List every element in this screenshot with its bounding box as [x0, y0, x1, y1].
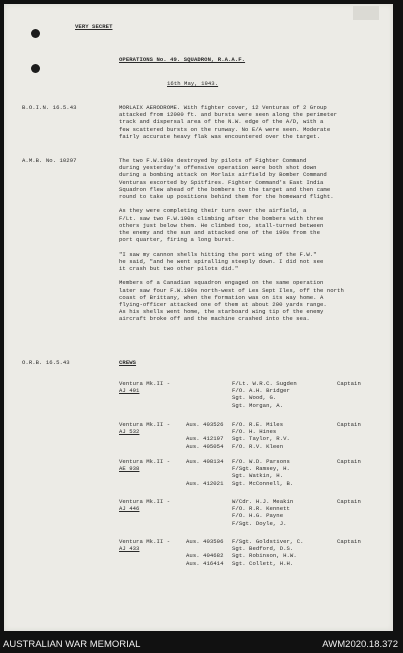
captain-label: Captain [337, 380, 361, 387]
service-number: Aus. 403506 [186, 538, 224, 545]
crew-member-name: Sgt. Morgan, A. [232, 401, 284, 409]
punch-hole [31, 29, 40, 38]
entry-text-line: during a bombing attack on Morlaix airfield by Bomber Command [119, 171, 327, 179]
document-heading: OPERATIONS No. 49. SQUADRON, R.A.A.F. [119, 56, 246, 63]
entry-text-line: attacked from 12000 ft. and bursts were seen along the perimeter [119, 111, 338, 119]
entry-text-line: flying-officer attacked one of them at about 200 yards range. [119, 301, 327, 308]
crews-heading: CREWS [119, 359, 137, 366]
entry-text-line: MORLAIX AERODROME. With fighter cover, 12 Venturas of 2 Group [119, 104, 327, 111]
aircraft-type: Ventura Mk.II - [119, 380, 171, 387]
archive-name: AUSTRALIAN WAR MEMORIAL [3, 639, 141, 650]
aircraft-type: Ventura Mk.II - [119, 421, 171, 428]
aircraft-serial: AJ 491 [119, 387, 140, 395]
document-page [4, 4, 393, 631]
crews-reference: O.R.B. 16.5.43 [22, 359, 70, 366]
aircraft-serial: AE 938 [119, 465, 140, 473]
service-number: Aus. 404682 [186, 552, 224, 560]
entry-text-line: port quarter, firing a long burst. [119, 236, 235, 244]
crew-member-name: F/O. R.E. Miles [232, 421, 284, 428]
entry-text-line: Members of a Canadian squadron engaged on the same operation [119, 279, 324, 287]
entry-text-line: F/Lt. saw two F.W.190s climbing after the bombers with three [119, 214, 324, 222]
service-number: Aus. 412197 [186, 435, 224, 443]
entry-text-line: fairly accurate heavy flak was encountered over the target. [119, 132, 321, 140]
document-date: 16th May, 1943. [167, 80, 219, 87]
crew-member-name: Sgt. Collett, H.H. [232, 559, 294, 567]
crew-member-name: F/Sgt. Goldstiver, C. [232, 538, 304, 545]
entry-text-line: few scattered bursts on the runway. No E/A were seen. Moderate [119, 125, 331, 133]
entry-text-line: he said, "and he went spiralling steeply down. I did not see [119, 257, 324, 265]
aircraft-type: Ventura Mk.II - [119, 538, 171, 545]
aircraft-type: Ventura Mk.II - [119, 498, 171, 505]
entry-text-line: during yesterday's offensive operation were both shot down [119, 164, 317, 172]
entry-text-line: the enemy and the sun and attacked one of the 190s from the [119, 229, 321, 236]
crew-member-name: F/O. H.G. Payne [232, 512, 284, 520]
service-number: Aus. 408134 [186, 458, 224, 465]
aircraft-serial: AJ 446 [119, 505, 140, 513]
paper-stain [353, 6, 379, 20]
service-number: Aus. 416414 [186, 559, 224, 567]
entry-text-line: others just below them. He climbed too, stall-turned between [119, 221, 324, 229]
service-number: Aus. 403526 [186, 421, 224, 428]
entry-text-line: coast of Brittany, when the formation was on its way home. A [119, 293, 324, 301]
crew-member-name: F/O. R.R. Kennett [232, 505, 290, 513]
crew-member-name: Sgt. Watkin, H. [232, 472, 284, 480]
entry-reference: A.M.B. No. 10297 [22, 157, 77, 164]
crew-member-name: F/O. A.H. Bridger [232, 387, 290, 395]
entry-text-line: it crash but two other pilots did." [119, 265, 239, 272]
crew-member-name: F/O. H. Hines [232, 428, 277, 436]
captain-label: Captain [337, 458, 361, 465]
crew-member-name: F/O. R.V. Kleen [232, 442, 284, 450]
crew-member-name: Sgt. McConnell, B. [232, 479, 294, 487]
service-number: Aus. 405054 [186, 442, 224, 450]
entry-text-line: aircraft broke off and the machine crashed into the sea. [119, 315, 310, 323]
captain-label: Captain [337, 538, 361, 545]
captain-label: Captain [337, 421, 361, 428]
crew-member-name: Sgt. Wood, G. [232, 394, 277, 402]
captain-label: Captain [337, 498, 361, 505]
crew-member-name: F/Sgt. Ramsey, H. [232, 465, 290, 473]
entry-text-line: later saw four F.W.190s north-west of Les Sept Iles, off the north [119, 286, 344, 294]
archive-reference: AWM2020.18.372 [322, 639, 398, 650]
entry-text-line: Venturas escorted by Spitfires. Fighter Command's East India [119, 178, 324, 186]
entry-text-line: "I saw my cannon shells hitting the port wing of the F.W." [119, 250, 317, 258]
entry-reference: B.O.I.N. 16.5.43 [22, 104, 77, 111]
crew-member-name: F/Sgt. Doyle, J. [232, 519, 287, 527]
aircraft-type: Ventura Mk.II - [119, 458, 171, 465]
crew-member-name: Sgt. Robinson, H.W. [232, 552, 297, 560]
classification-label: VERY SECRET [75, 23, 113, 30]
service-number: Aus. 412021 [186, 479, 224, 487]
entry-text-line: round to take up positions behind them for the homeward flight. [119, 193, 334, 200]
punch-hole [31, 64, 40, 73]
crew-member-name: Sgt. Taylor, R.V. [232, 435, 290, 443]
crew-member-name: Sgt. Bedford, D.S. [232, 545, 294, 553]
entry-text-line: track and dispersal area of the N.W. edge of the A/D, with a [119, 118, 324, 126]
crew-member-name: F/Lt. W.R.C. Sugden [232, 380, 297, 387]
crew-member-name: F/O. W.D. Parsons [232, 458, 290, 465]
aircraft-serial: AJ 532 [119, 428, 140, 436]
entry-text-line: As they were completing their turn over the airfield, a [119, 207, 307, 215]
entry-text-line: Squadron flew ahead of the bombers to the target and then came [119, 185, 331, 193]
entry-text-line: As his shells went home, the starboard wing tip of the enemy [119, 308, 324, 316]
crew-member-name: W/Cdr. H.J. Meakin [232, 498, 294, 505]
entry-text-line: The two F.W.190s destroyed by pilots of Fighter Command [119, 157, 307, 164]
archive-footer [0, 636, 403, 653]
aircraft-serial: AJ 433 [119, 545, 140, 553]
